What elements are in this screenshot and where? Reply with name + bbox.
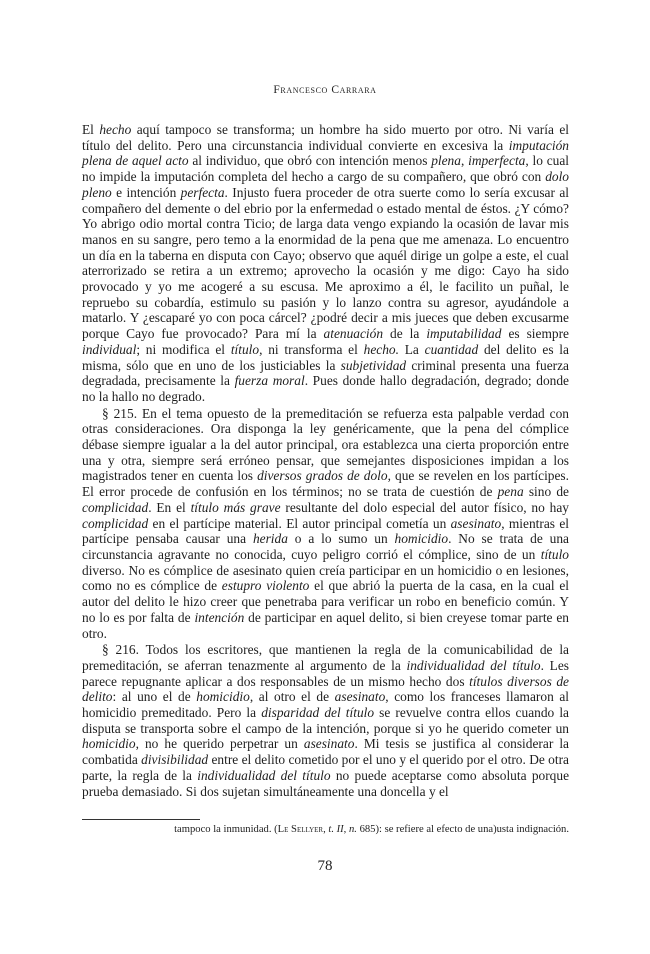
text-run: de participar en aquel delito, si bien creyese tomar parte en otro. [82,609,569,641]
text-run: . Les parece repugnante aplicar a dos responsables de un mismo hecho dos [82,657,569,689]
text-run: 685): se refiere al efecto de una)usta indignación. [356,824,569,835]
text-run: , al otro el de [249,689,335,705]
italic-run: disparidad del título [261,705,375,721]
italic-run: asesinato [303,736,355,752]
italic-run: estupro violento [221,578,310,594]
text-run: . En el [148,499,191,515]
italic-run: hecho [99,122,132,137]
italic-run: imputación plena de aquel acto [82,137,569,169]
text-run: no puede aceptarse como absoluta porque prueba demasiado. Si dos sujetan simultáneamente una doncella y el [82,767,570,799]
paragraph-continuation [82,122,569,405]
italic-run: homicidio [196,689,250,705]
footnote [82,823,569,836]
italic-run: asesinato [450,515,502,531]
paragraph-215 [82,406,569,642]
text-run: , no he querido perpetrar un [135,736,304,752]
italic-run: imputabilidad [426,326,502,342]
page-number: 78 [317,858,333,874]
text-run: La [398,341,425,357]
text-run: entre el delito cometido por el uno y el querido por el otro. De otra parte, la regla de la [82,752,569,783]
italic-run: pena [497,484,524,500]
text-run: al individuo, que obró con intención menos [188,153,432,169]
text-run: , mientras el partícipe pensaba causar una [82,515,569,547]
text-run: o a lo sumo un [287,531,395,547]
italic-run: intención [194,609,245,625]
italic-run: diversos grados de dolo [257,468,388,484]
italic-run: perfecta [180,184,225,200]
text-run: de la [383,326,427,342]
text-run: . Pues donde hallo degradación, degrado; donde no la hallo no degrado. [82,373,569,404]
text-run: , ni transforma el [259,341,364,357]
italic-run: divisibilidad [141,752,209,768]
text-run: . No se trata de una circunstancia agravante no conocida, cuyo peligro corrió el cómplice, sino de un [82,531,569,562]
italic-run: título [230,341,260,357]
italic-run: homicidio [82,736,136,752]
italic-run: herida [252,531,288,547]
text-run: sino de [523,484,569,500]
italic-run: homicidio [394,531,449,547]
text-run: en el partícipe material. El autor principal cometía un [148,515,451,531]
small-caps-run: Le Sellyer [277,824,324,835]
italic-run: individualidad del título [197,767,331,783]
italic-run: individual [82,341,137,357]
italic-run: hecho. [363,341,399,357]
text-run: El [82,122,100,137]
text-run: : al uno el de [112,689,197,705]
italic-run: título más grave [190,499,281,515]
footnote-rule [82,819,200,820]
italic-run: complicidad [82,515,149,531]
italic-run: títulos diversos de delito [82,673,569,705]
running-head: Francesco Carrara [273,84,377,96]
text-run: se revuelve contra ellos cuando la disputa se transporta sobre el campo de la intención, porque si yo he querido cometer un [82,705,569,736]
text-run: , [323,824,329,835]
italic-run: imperfecta [468,153,526,169]
text-run: e intención [111,184,181,200]
italic-run: t. II [328,824,344,835]
text-run: . Mi tesis se justifica al considerar la combatida [82,736,569,768]
paragraph-216 [82,642,569,799]
text-run: , como los franceses llamaron al homicidio premeditado. Pero la [82,689,570,721]
text-run: . Injusto fuera proceder de otra suerte como lo sería excusar al compañero del demente o del ebrio por la enfermedad o estado mental de éstos. ¿Y cómo? Yo abrigo odio mortal contra Ticio; de larga data vengo expiando la ocasión de lavar mis manos en su sangre, pero temo a la enormidad de la pena que me amenaza. Lo encuentro un día en la taberna en disputa con Cayo; observo que aquél dirige un golpe a este, el cual aterrorizado se retira a un extremo; aprovecho la ocasión y me digo: Cayo ha sido provocado y yo me acogeré a su escusa. Me aproximo a él, le facilito un puñal, le repruebo su cobardía, estimulo su pasión y lo lanzo contra su agresor, ayudándole a matarlo. Y ¿escaparé yo con poca cárcel? ¿podré decir a mis jueces que deben excusarme porque Cayo fue provocado? Para mí la [82,184,569,342]
italic-run: fuerza moral [234,373,305,389]
italic-run: subjetividad [340,357,407,373]
text-run: criminal presenta una fuerza degradada, precisamente la [82,357,569,389]
italic-run: atenuación [323,326,384,342]
text-run: diverso. No es cómplice de asesinato quien creía participar en un homicidio o en lesiones, como no es cómplice de [82,562,569,594]
text-run: ; ni modifica el [136,341,231,357]
text-run: aquí tampoco se transforma; un hombre ha sido muerto por otro. Ni varía el título del delito. Pero una circunstancia individual convierte en excesiva la [82,122,569,153]
italic-run: plena [431,153,461,169]
italic-run: n. [348,824,357,835]
text-run: el que abrió la puerta de la casa, en la cual el autor del delito le hizo creer que penetraba para verificar un robo en beneficio común. Y no lo es por falta de [82,578,570,625]
text-run: , [343,824,349,835]
body-text [82,122,569,799]
italic-run: complicidad [82,499,149,515]
italic-run: dolo pleno [82,169,569,200]
italic-run: individualidad del título [406,657,541,673]
italic-run: cuantidad [424,341,479,357]
text-run: es siempre [501,326,569,342]
text-run: , lo cual no impide la imputación completa del hecho a cargo de su compañero, que obró con [82,153,569,185]
text-run: , [460,153,469,169]
text-run: § 215. En el tema opuesto de la premeditación se refuerza esta palpable verdad con otras consideraciones. Ora disponga la ley genéricamente, que la pena del cómplice débase siempre igualar a la del autor principal, ora establezca una cierta proporción entre una y otra, siempre será erróneo pensar, que semejantes disposiciones impidan a los magistrados tener en cuenta los [82,405,569,484]
italic-run: asesinato [334,689,386,705]
text-run: , que se revelen en los partícipes. El error procede de confusión en los términos; no se trata de cuestión de [82,468,569,500]
text-run: del delito es la misma, sólo que en uno de los justiciables la [82,341,569,373]
text-run: § 216. Todos los escritores, que mantienen la regla de la comunicabilidad de la premeditación, se aferran tenazmente al argumento de la [82,642,569,673]
text-run: tampoco la inmunidad. ( [174,824,278,835]
text-run: resultante del dolo especial del autor físico, no hay [280,499,569,515]
italic-run: título [540,546,569,562]
